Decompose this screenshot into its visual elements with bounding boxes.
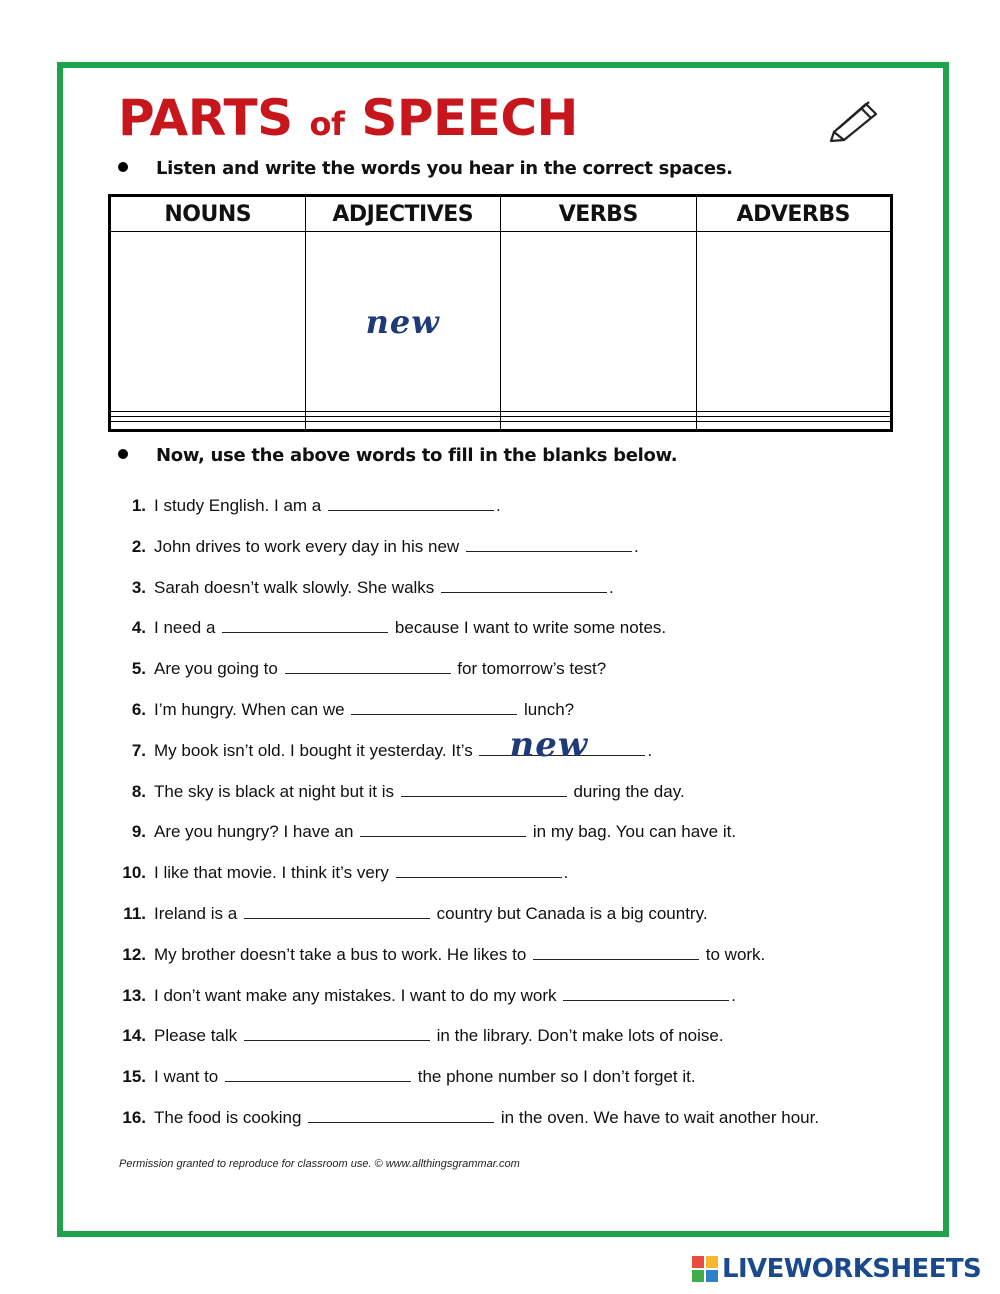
sentence-item	[108, 655, 908, 696]
sentence-number: 12.	[122, 944, 146, 964]
sentence-text-before: Please talk	[154, 1026, 238, 1046]
sentence-item	[108, 696, 908, 737]
page-title	[118, 88, 578, 154]
sentence-text-before: Ireland is a	[154, 903, 238, 923]
sentence-text-before: My brother doesn’t take a bus to work. He likes to	[154, 944, 527, 964]
sentence-text-before: The sky is black at night but it is	[154, 781, 394, 801]
sentence-text-after: .	[495, 496, 501, 515]
liveworksheets-brand[interactable]	[692, 1252, 981, 1286]
sentence-item	[108, 818, 908, 859]
sentence-text-after: in the oven. We have to wait another hour.	[500, 1107, 820, 1127]
answer-blank[interactable]	[244, 900, 430, 919]
sentence-text-after: lunch?	[524, 699, 575, 719]
sentence-number: 9.	[131, 822, 146, 842]
sentence-number: 3.	[131, 577, 146, 597]
sentence-text-before: Are you going to	[154, 659, 278, 679]
answer-cell-adverbs[interactable]	[696, 421, 892, 430]
sentence-item	[108, 614, 908, 655]
answer-blank[interactable]	[308, 1104, 494, 1123]
sentence-text-after: .	[633, 536, 639, 556]
column-header-verbs: VERBS	[501, 196, 697, 232]
answer-blank[interactable]	[244, 1022, 430, 1041]
bullet-icon	[118, 449, 128, 459]
sentence-item	[108, 900, 908, 941]
sentence-item	[108, 941, 908, 982]
sentence-text-before: I’m hungry. When can we	[154, 699, 345, 719]
answer-cell-adjectives[interactable]	[305, 232, 501, 412]
handwritten-answer: new	[365, 302, 440, 341]
sentence-text-after: .	[563, 863, 569, 883]
sentence-number: 5.	[131, 659, 146, 679]
answer-cell-adjectives[interactable]	[305, 421, 501, 430]
answer-cell-nouns[interactable]	[110, 232, 306, 412]
sentence-text-after: for tomorrow’s test?	[457, 659, 607, 679]
sentence-text-before: I want to	[154, 1067, 219, 1087]
sentence-number: 14.	[122, 1026, 146, 1046]
sentence-number: 11.	[123, 903, 146, 923]
sentence-text-before: John drives to work every day in his new	[154, 536, 460, 556]
answer-blank[interactable]	[225, 1063, 411, 1082]
answer-blank[interactable]	[396, 859, 562, 878]
sentence-text-after: .	[647, 740, 653, 760]
title-word-speech: SPEECH	[361, 89, 578, 147]
sentence-text-before: Sarah doesn’t walk slowly. She walks	[154, 577, 435, 597]
column-header-nouns: NOUNS	[110, 196, 306, 232]
sentence-text-before: My book isn’t old. I bought it yesterday. It’s	[154, 740, 473, 760]
sentence-text-after: to work.	[705, 944, 766, 964]
sentence-text-before: The food is cooking	[154, 1107, 302, 1127]
sentence-list	[108, 492, 908, 1145]
sentence-text-after: .	[731, 985, 736, 1005]
sentence-text-after: in my bag. You can have it.	[532, 822, 737, 842]
column-header-adverbs: ADVERBS	[696, 196, 892, 232]
answer-blank[interactable]	[328, 492, 494, 511]
brand-name: LIVEWORKSHEETS	[722, 1254, 982, 1284]
table-row	[110, 232, 892, 412]
sentence-text-after: the phone number so I don’t forget it.	[417, 1067, 696, 1087]
answer-blank[interactable]	[533, 941, 699, 960]
sentence-text-before: I like that movie. I think it’s very	[154, 863, 389, 883]
sentence-item	[108, 778, 908, 819]
answer-blank[interactable]	[285, 655, 451, 674]
answer-blank[interactable]	[222, 614, 388, 633]
instruction-2: Now, use the above words to fill in the blanks below.	[118, 444, 677, 468]
sentence-text-after: country but Canada is a big country.	[436, 903, 708, 923]
answer-blank[interactable]	[441, 574, 607, 593]
word-table	[108, 194, 893, 432]
sentence-text-before: I study English. I am a	[154, 496, 322, 515]
answer-blank[interactable]	[479, 724, 645, 765]
sentence-item	[108, 533, 908, 574]
instruction-1: Listen and write the words you hear in the correct spaces.	[118, 157, 733, 181]
sentence-text-after: .	[609, 577, 614, 597]
sentence-number: 6.	[131, 699, 146, 719]
sentence-number: 10.	[122, 863, 146, 883]
sentence-item	[108, 1104, 908, 1145]
sentence-number: 4.	[131, 618, 146, 638]
sentence-text-before: I need a	[154, 618, 216, 638]
answer-blank[interactable]	[401, 778, 567, 797]
sentence-text-after: during the day.	[573, 781, 685, 801]
sentence-number: 16.	[122, 1107, 146, 1127]
answer-blank[interactable]	[360, 818, 526, 837]
pencil-icon	[828, 96, 880, 142]
answer-cell-adverbs[interactable]	[696, 232, 892, 412]
answer-cell-nouns[interactable]	[110, 421, 306, 430]
sentence-number: 2.	[131, 536, 146, 556]
sentence-number: 13.	[122, 985, 146, 1005]
sentence-number: 1.	[131, 496, 146, 515]
table-header-row	[110, 196, 892, 232]
sentence-number: 15.	[122, 1067, 146, 1087]
table-row	[110, 421, 892, 430]
liveworksheets-logo-icon	[692, 1256, 718, 1282]
sentence-text-after: in the library. Don’t make lots of noise.	[436, 1026, 724, 1046]
sentence-item	[108, 724, 908, 778]
sentence-text-before: Are you hungry? I have an	[154, 822, 354, 842]
sentence-item	[108, 1022, 908, 1063]
answer-cell-verbs[interactable]	[501, 232, 697, 412]
handwritten-answer: new	[509, 724, 589, 765]
sentence-number: 7.	[131, 740, 146, 760]
answer-blank[interactable]	[466, 533, 632, 552]
sentence-item	[108, 859, 908, 900]
answer-cell-verbs[interactable]	[501, 421, 697, 430]
sentence-item	[108, 492, 908, 533]
title-word-of: of	[309, 105, 345, 143]
answer-blank[interactable]	[351, 696, 517, 715]
bullet-icon	[118, 162, 128, 172]
column-header-adjectives: ADJECTIVES	[305, 196, 501, 232]
sentence-text-after: because I want to write some notes.	[394, 618, 667, 638]
copyright-footer: Permission granted to reproduce for classroom use. © www.allthingsgrammar.com	[119, 1158, 520, 1170]
sentence-text-before: I don’t want make any mistakes. I want to do my work	[154, 985, 557, 1005]
sentence-item	[108, 574, 908, 615]
sentence-number: 8.	[131, 781, 146, 801]
sentence-item	[108, 982, 908, 1023]
title-word-parts: PARTS	[118, 89, 293, 147]
sentence-item	[108, 1063, 908, 1104]
answer-blank[interactable]	[563, 982, 729, 1001]
